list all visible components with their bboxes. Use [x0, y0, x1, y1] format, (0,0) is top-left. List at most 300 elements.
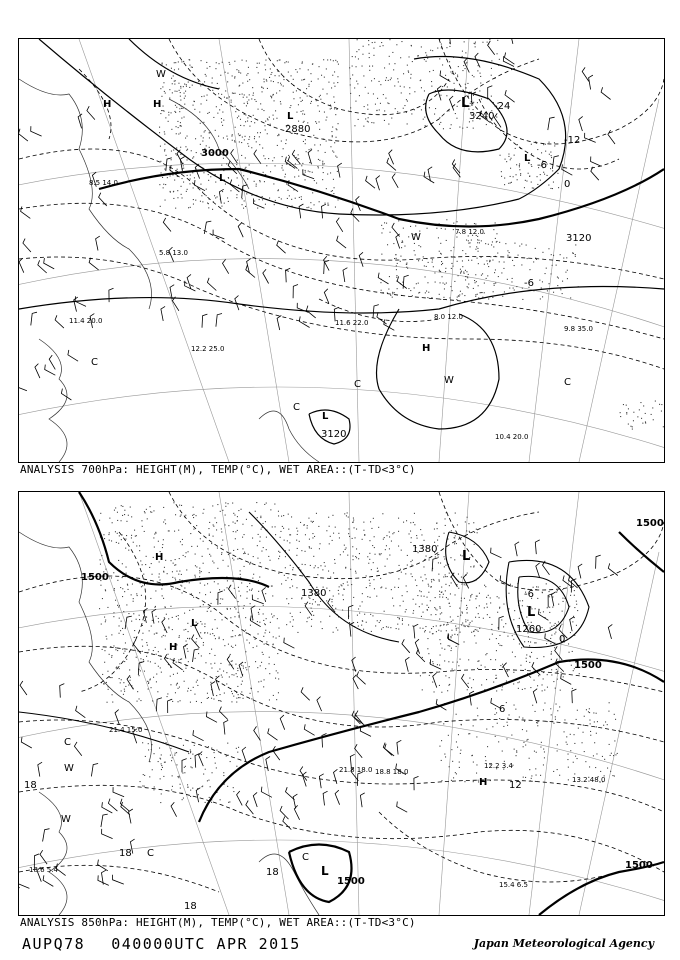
wet-dot — [394, 85, 395, 86]
wet-dot — [493, 682, 494, 683]
wet-dot — [579, 673, 580, 674]
wet-dot — [142, 564, 143, 565]
wet-dot — [367, 556, 368, 557]
wet-dot — [347, 555, 348, 556]
wet-dot — [445, 584, 446, 585]
wet-dot — [570, 632, 571, 633]
wet-dot — [329, 590, 330, 591]
wet-dot — [160, 113, 161, 114]
wet-dot — [178, 701, 179, 702]
wet-dot — [477, 532, 478, 533]
wet-dot — [163, 571, 164, 572]
wet-dot — [375, 104, 376, 105]
wind-barb — [227, 655, 234, 669]
wet-dot — [424, 540, 425, 541]
wet-dot — [217, 548, 218, 549]
wet-dot — [151, 563, 152, 564]
wet-dot — [363, 530, 364, 531]
wet-dot — [190, 175, 191, 176]
wet-dot — [561, 624, 562, 625]
wet-dot — [473, 102, 474, 103]
wet-dot — [318, 150, 319, 151]
wet-dot — [241, 142, 242, 143]
wind-barb — [377, 312, 387, 324]
wind-barb — [392, 174, 398, 188]
wet-dot — [277, 135, 278, 136]
wet-dot — [489, 617, 490, 618]
wet-dot — [244, 114, 245, 115]
wet-dot — [220, 75, 221, 76]
wet-dot — [433, 266, 434, 267]
wind-barb — [337, 236, 347, 248]
wet-dot — [526, 658, 527, 659]
wet-dot — [189, 183, 190, 184]
wet-dot — [334, 108, 335, 109]
wet-dot — [338, 593, 339, 594]
wet-dot — [118, 543, 119, 544]
wet-dot — [547, 607, 548, 608]
height-label: 3240 — [469, 111, 495, 122]
wind-barb — [19, 876, 20, 888]
wet-dot — [294, 176, 295, 177]
wet-dot — [245, 182, 246, 183]
station-plot: 11.4 20.0 — [69, 317, 103, 325]
wet-dot — [297, 534, 298, 535]
wet-dot — [244, 125, 245, 126]
temp-label: 18 — [184, 901, 197, 912]
wet-dot — [236, 766, 237, 767]
wet-dot — [178, 127, 179, 128]
wet-dot — [451, 637, 452, 638]
wind-barb — [299, 204, 303, 218]
wet-dot — [311, 608, 312, 609]
wet-dot — [557, 710, 558, 711]
wet-dot — [341, 584, 342, 585]
wet-dot — [280, 83, 281, 84]
wet-dot — [466, 271, 467, 272]
wind-barb — [254, 726, 261, 740]
warm-mark: W — [411, 232, 421, 243]
wet-dot — [394, 532, 395, 533]
wet-dot — [335, 608, 336, 609]
wet-dot — [127, 585, 128, 586]
wet-dot — [233, 559, 234, 560]
wet-dot — [105, 589, 106, 590]
wind-barb — [19, 258, 24, 273]
wet-dot — [186, 108, 187, 109]
wet-dot — [350, 78, 351, 79]
wet-dot — [126, 573, 127, 574]
wet-dot — [156, 674, 157, 675]
wet-dot — [266, 503, 267, 504]
wet-dot — [101, 555, 102, 556]
wet-dot — [167, 177, 168, 178]
wet-dot — [149, 630, 150, 631]
wet-dot — [189, 638, 190, 639]
wet-dot — [293, 619, 294, 620]
wet-dot — [193, 199, 194, 200]
wet-dot — [419, 292, 420, 293]
wet-dot — [449, 677, 450, 678]
wind-barb — [113, 875, 124, 884]
wet-dot — [406, 99, 407, 100]
wet-dot — [142, 742, 143, 743]
wet-dot — [510, 584, 511, 585]
wet-dot — [445, 590, 446, 591]
wet-dot — [436, 631, 437, 632]
pressure-center-labels — [103, 96, 531, 422]
wet-dot — [478, 65, 479, 66]
graticule-lines — [19, 492, 664, 915]
wet-dot — [242, 94, 243, 95]
pressure-center: H — [169, 642, 178, 653]
wet-dot — [313, 615, 314, 616]
wet-dot — [395, 254, 396, 255]
wet-dot — [117, 520, 118, 521]
wet-dot — [537, 685, 538, 686]
wet-dot — [156, 654, 157, 655]
wet-dot — [398, 587, 399, 588]
station-plot: 15.4 6.5 — [499, 881, 528, 889]
wet-dot — [174, 111, 175, 112]
wet-dot — [201, 655, 202, 656]
wet-dot — [468, 240, 469, 241]
wet-dot — [249, 79, 250, 80]
wet-dot — [298, 154, 299, 155]
wet-dot — [467, 573, 468, 574]
wet-dot — [236, 673, 237, 674]
wet-dot — [186, 150, 187, 151]
wet-dot — [194, 177, 195, 178]
wet-dot — [171, 78, 172, 79]
wet-dot — [201, 103, 202, 104]
wet-dot — [491, 244, 492, 245]
wet-dot — [184, 629, 185, 630]
wet-dot — [183, 555, 184, 556]
wet-dot — [160, 579, 161, 580]
wet-dot — [217, 113, 218, 114]
wet-dot — [401, 247, 402, 248]
wet-dot — [485, 756, 486, 757]
wet-dot — [244, 103, 245, 104]
wet-dot — [228, 177, 229, 178]
wet-dot — [607, 724, 608, 725]
wet-dot — [263, 79, 264, 80]
wet-dot — [247, 73, 248, 74]
wet-dot — [440, 253, 441, 254]
wet-dot — [169, 89, 170, 90]
wet-dot — [441, 261, 442, 262]
wind-barb — [204, 221, 211, 234]
wet-dot — [119, 625, 120, 626]
height-label: 1380 — [301, 588, 327, 599]
wet-dot — [440, 243, 441, 244]
wet-dot — [117, 605, 118, 606]
wet-dot — [199, 112, 200, 113]
wet-dot — [201, 96, 202, 97]
wet-dot — [334, 187, 335, 188]
station-plot: 7.8 12.0 — [455, 228, 484, 236]
wet-dot — [217, 196, 218, 197]
wet-dot — [161, 763, 162, 764]
wet-dot — [340, 554, 341, 555]
wet-dot — [183, 182, 184, 183]
pressure-center: L — [191, 618, 198, 629]
wet-dot — [286, 61, 287, 62]
wet-dot — [470, 622, 471, 623]
wet-dot — [364, 106, 365, 107]
wet-dot — [468, 260, 469, 261]
wet-dot — [385, 80, 386, 81]
wet-dot — [180, 122, 181, 123]
wet-dot — [202, 201, 203, 202]
wet-dot — [445, 525, 446, 526]
wet-dot — [175, 753, 176, 754]
wet-dot — [195, 200, 196, 201]
wet-dot — [333, 596, 334, 597]
wet-dot — [544, 703, 545, 704]
wet-dot — [409, 533, 410, 534]
wet-dot — [185, 96, 186, 97]
wet-dot — [188, 82, 189, 83]
wet-dot — [540, 747, 541, 748]
wet-dot — [535, 768, 536, 769]
wet-dot — [163, 539, 164, 540]
wet-dot — [196, 682, 197, 683]
wet-dot — [486, 603, 487, 604]
wet-dot — [504, 184, 505, 185]
wet-dot — [209, 137, 210, 138]
wet-dot — [183, 165, 184, 166]
wet-dot — [439, 591, 440, 592]
wet-dot — [250, 625, 251, 626]
wet-dot — [434, 607, 435, 608]
wet-dot — [410, 522, 411, 523]
wet-dot — [187, 175, 188, 176]
wet-dot — [247, 586, 248, 587]
wet-dot — [188, 753, 189, 754]
wet-dot — [222, 112, 223, 113]
wet-dot — [424, 265, 425, 266]
wet-dot — [312, 537, 313, 538]
wet-dot — [532, 187, 533, 188]
wet-dot — [124, 591, 125, 592]
wet-dot — [190, 751, 191, 752]
wet-dot — [232, 140, 233, 141]
wet-dot — [109, 532, 110, 533]
wet-dot — [259, 144, 260, 145]
wind-barb — [224, 720, 229, 734]
wet-dot — [386, 545, 387, 546]
wet-dot — [406, 264, 407, 265]
wet-dot — [258, 109, 259, 110]
wet-dot — [246, 75, 247, 76]
wet-dot — [267, 133, 268, 134]
wet-dot — [126, 567, 127, 568]
wet-dot — [478, 251, 479, 252]
wet-dot — [397, 263, 398, 264]
wet-dot — [440, 95, 441, 96]
wet-dot — [477, 70, 478, 71]
wet-dot — [181, 505, 182, 506]
wet-dot — [514, 749, 515, 750]
wet-dot — [630, 426, 631, 427]
wet-dot — [263, 620, 264, 621]
wet-dot — [309, 84, 310, 85]
wet-dot — [442, 64, 443, 65]
wet-dot — [396, 265, 397, 266]
wet-dot — [124, 510, 125, 511]
wet-dot — [421, 87, 422, 88]
wet-dot — [139, 615, 140, 616]
wet-dot — [265, 158, 266, 159]
wet-dot — [242, 524, 243, 525]
wet-dot — [319, 66, 320, 67]
wet-dot — [221, 545, 222, 546]
wet-dot — [547, 290, 548, 291]
wet-dot — [482, 292, 483, 293]
wet-dot — [244, 566, 245, 567]
wet-dot — [467, 277, 468, 278]
wet-dot — [278, 573, 279, 574]
wet-dot — [467, 83, 468, 84]
wind-barb — [266, 757, 270, 772]
wet-dot — [113, 645, 114, 646]
wet-dot — [369, 585, 370, 586]
wet-dot — [212, 78, 213, 79]
wet-dot — [326, 188, 327, 189]
wet-dot — [152, 769, 153, 770]
wet-dot — [201, 571, 202, 572]
wet-dot — [400, 86, 401, 87]
wet-dot — [519, 643, 520, 644]
wet-dot — [531, 166, 532, 167]
wet-dot — [248, 554, 249, 555]
wet-dot — [451, 124, 452, 125]
wet-dot — [470, 566, 471, 567]
wind-barb — [360, 793, 364, 807]
wet-dot — [456, 543, 457, 544]
wet-dot — [534, 642, 535, 643]
wet-dot — [188, 207, 189, 208]
wet-dot — [298, 158, 299, 159]
wet-dot — [204, 96, 205, 97]
wet-dot — [126, 604, 127, 605]
wet-dot — [615, 719, 616, 720]
wet-dot — [461, 598, 462, 599]
wet-dot — [272, 617, 273, 618]
wet-dot — [396, 275, 397, 276]
wet-dot — [235, 111, 236, 112]
wet-dot — [334, 102, 335, 103]
wet-dot — [481, 257, 482, 258]
wet-dot — [238, 601, 239, 602]
wet-dot — [164, 144, 165, 145]
wet-dot — [259, 180, 260, 181]
wet-dot — [440, 122, 441, 123]
wet-dot — [203, 509, 204, 510]
wet-dot — [475, 617, 476, 618]
wet-dot — [496, 675, 497, 676]
wet-dot — [398, 518, 399, 519]
wet-dot — [500, 665, 501, 666]
wind-barb — [231, 149, 238, 163]
wet-dot — [444, 649, 445, 650]
wet-dot — [512, 260, 513, 261]
wet-dot — [439, 581, 440, 582]
wet-dot — [438, 630, 439, 631]
wet-dot — [101, 624, 102, 625]
wet-dot — [427, 648, 428, 649]
wet-dot — [371, 528, 372, 529]
wet-dot — [235, 635, 236, 636]
wet-dot — [384, 67, 385, 68]
wet-dot — [399, 618, 400, 619]
wet-dot — [443, 576, 444, 577]
wet-dot — [279, 556, 280, 557]
wet-dot — [270, 171, 271, 172]
wet-dot — [237, 117, 238, 118]
wet-dot — [537, 598, 538, 599]
wet-dot — [217, 671, 218, 672]
wet-dot — [476, 246, 477, 247]
wet-dot — [522, 605, 523, 606]
wet-dot — [211, 698, 212, 699]
wet-dot — [550, 643, 551, 644]
wet-dot — [119, 678, 120, 679]
wet-dot — [343, 551, 344, 552]
wet-dot — [434, 272, 435, 273]
wet-dot — [274, 157, 275, 158]
wet-dot — [540, 775, 541, 776]
wet-dot — [403, 522, 404, 523]
wet-dot — [594, 721, 595, 722]
wet-dot — [181, 658, 182, 659]
wet-dot — [350, 84, 351, 85]
wet-dot — [583, 732, 584, 733]
wet-dot — [318, 78, 319, 79]
wet-dot — [132, 584, 133, 585]
wind-barb — [206, 712, 217, 723]
wet-dot — [181, 108, 182, 109]
wet-dot — [139, 675, 140, 676]
wind-barb — [414, 624, 419, 638]
wet-dot — [246, 193, 247, 194]
wet-dot — [317, 604, 318, 605]
wet-dot — [167, 693, 168, 694]
wet-dot — [154, 786, 155, 787]
wet-dot — [246, 669, 247, 670]
wet-dot — [219, 669, 220, 670]
wet-dot — [495, 736, 496, 737]
wet-dot — [158, 577, 159, 578]
wet-dot — [376, 110, 377, 111]
wet-dot — [404, 86, 405, 87]
wind-barb — [292, 150, 300, 164]
wet-dot — [163, 598, 164, 599]
wet-dot — [504, 632, 505, 633]
wet-dot — [407, 101, 408, 102]
wet-dot — [551, 674, 552, 675]
wet-dot — [561, 672, 562, 673]
wet-dot — [164, 617, 165, 618]
wet-dot — [243, 668, 244, 669]
wet-dot — [519, 681, 520, 682]
wet-dot — [190, 702, 191, 703]
wet-dot — [245, 121, 246, 122]
wet-dot — [221, 675, 222, 676]
wet-dot — [609, 702, 610, 703]
